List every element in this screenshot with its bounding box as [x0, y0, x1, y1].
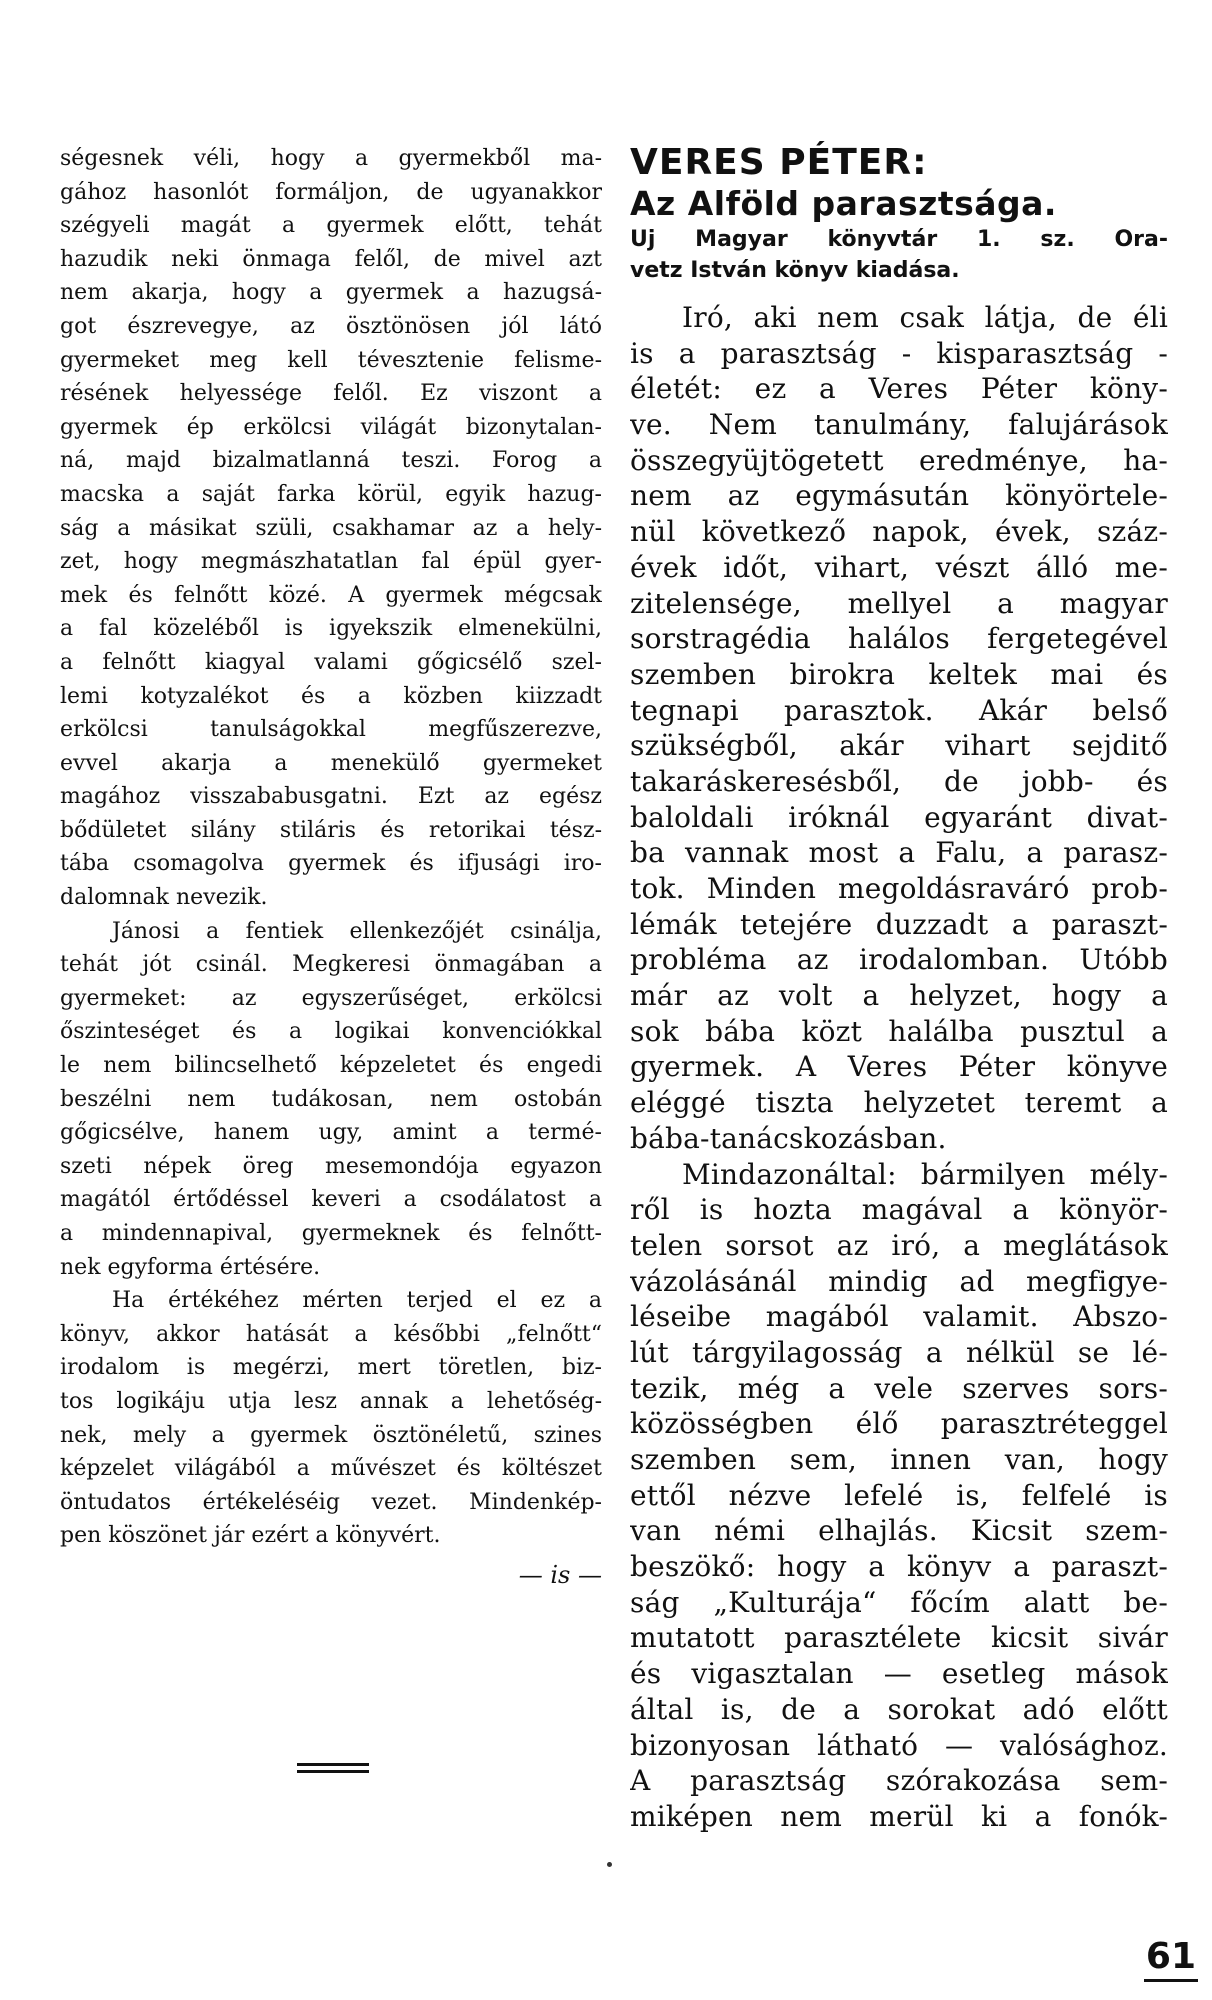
left-column	[60, 142, 602, 1593]
text-line: őszinteséget és a logikai konvenciókkal	[60, 1019, 602, 1045]
text-line: bába-tanácskozásban.	[630, 1121, 947, 1155]
text-line: gához hasonlót formáljon, de ugyanakkor	[60, 179, 602, 205]
text-line: ná, majd bizalmatlanná teszi. Forog a	[60, 448, 602, 474]
text-line: beszökő: hogy a könyv a paraszt-	[630, 1550, 1168, 1584]
text-line: ettől nézve lefelé is, felfelé is	[630, 1478, 1168, 1512]
text-line: összegyüjtögetett eredménye, ha-	[630, 443, 1168, 477]
text-line: évek időt, vihart, vészt álló me-	[630, 550, 1168, 584]
text-line: a fal közeléből is igyekszik elmenekülni,	[60, 616, 602, 642]
text-line: léseibe magából valamit. Abszo-	[630, 1300, 1168, 1334]
text-line: tegnapi parasztok. Akár belső	[630, 693, 1168, 727]
text-line: gyermeket meg kell tévesztenie felisme-	[60, 347, 602, 373]
margin-dot	[607, 1862, 612, 1867]
text-line: irodalom is megérzi, mert töretlen, biz-	[60, 1355, 602, 1381]
text-line: sok bába közt halálba pusztul a	[630, 1014, 1168, 1048]
text-line: A parasztság szórakozása sem-	[630, 1764, 1168, 1798]
text-line: zet, hogy megmászhatatlan fal épül gyer-	[60, 549, 602, 575]
text-line: ségesnek véli, hogy a gyermekből ma-	[60, 146, 602, 171]
text-line: nül következő napok, évek, száz-	[630, 515, 1168, 549]
text-line: hazudik neki önmaga felől, de mivel azt	[60, 246, 602, 272]
text-line: tezik, még a vele szerves sors-	[630, 1371, 1168, 1405]
text-line: nek egyforma értésére.	[60, 1254, 321, 1280]
text-line: képzelet világából a művészet és költészet	[60, 1456, 602, 1482]
text-line: öntudatos értékeléséig vezet. Mindenkép-	[60, 1489, 602, 1515]
text-line: telen sorsot az iró, a meglátások	[630, 1228, 1168, 1262]
text-line: pen köszönet jár ezért a könyvért.	[60, 1523, 441, 1549]
text-line: miképen nem merül ki a fonók-	[630, 1799, 1168, 1833]
text-line: ve. Nem tanulmány, falujárások	[630, 408, 1168, 442]
text-line: sorstragédia halálos fergetegével	[630, 622, 1168, 656]
text-line: gyermek. A Veres Péter könyve	[630, 1050, 1168, 1084]
text-line: got észrevegye, az ösztönösen jól látó	[60, 313, 602, 339]
author-signature: — is —	[518, 1560, 602, 1589]
review-author: VERES PÉTER:	[630, 142, 928, 183]
text-line: magától értődéssel keveri a csodálatost a	[60, 1187, 602, 1213]
text-line: már az volt a helyzet, hogy a	[630, 979, 1168, 1013]
text-line: le nem bilincselhető képzeletet és engedi	[60, 1053, 602, 1079]
text-line: bődületet silány stiláris és retorikai tész-	[60, 817, 602, 843]
review-publisher-line: Uj Magyar könyvtár 1. sz. Ora-	[630, 227, 1168, 252]
text-line: probléma az irodalomban. Utóbb	[630, 943, 1168, 977]
text-line: és vigasztalan — esetleg mások	[630, 1657, 1168, 1691]
text-line: mutatott parasztélete kicsit sivár	[630, 1621, 1168, 1655]
text-line: Ha értékéhez mérten terjed el ez a	[112, 1288, 602, 1314]
review-publisher-line: vetz István könyv kiadása.	[630, 258, 960, 283]
text-line: is a parasztság - kisparasztság -	[630, 336, 1168, 370]
review-book-title: Az Alföld parasztsága.	[630, 184, 1057, 223]
text-line: nem az egymásután könyörtele-	[630, 479, 1168, 513]
text-line: bizonyosan látható — valósághoz.	[630, 1728, 1168, 1762]
text-line: tok. Minden megoldásraváró prob-	[630, 872, 1168, 905]
text-line: szemben birokra keltek mai és	[630, 657, 1168, 691]
text-line: szeti népek öreg mesemondója egyazon	[60, 1153, 602, 1179]
text-line: szükségből, akár vihart sejditő	[630, 729, 1168, 763]
text-line: beszélni nem tudákosan, nem ostobán	[60, 1086, 602, 1112]
text-line: Iró, aki nem csak látja, de éli	[682, 301, 1168, 334]
text-line: vázolásánál mindig ad megfigye-	[630, 1264, 1168, 1298]
text-line: lemi kotyzalékot és a közben kiizzadt	[60, 683, 602, 709]
text-line: ről is hozta magával a könyör-	[630, 1193, 1168, 1227]
text-line: zitelensége, mellyel a magyar	[630, 586, 1168, 620]
text-line: ba vannak most a Falu, a parasz-	[630, 836, 1168, 870]
text-line: evvel akarja a menekülő gyermeket	[60, 750, 602, 776]
text-line: baloldali iróknál egyaránt divat-	[630, 800, 1168, 834]
text-line: által is, de a sorokat adó előtt	[630, 1692, 1168, 1726]
text-line: könyv, akkor hatását a későbbi „felnőtt“	[60, 1321, 602, 1347]
text-line: Mindazonáltal: bármilyen mély-	[682, 1157, 1168, 1191]
text-line: lút tárgyilagosság a nélkül se lé-	[630, 1335, 1168, 1369]
text-line: nek, mely a gyermek ösztönéletű, szines	[60, 1422, 602, 1448]
text-line: van némi elhajlás. Kicsit szem-	[630, 1514, 1168, 1548]
text-line: nem akarja, hogy a gyermek a hazugsá-	[60, 280, 602, 306]
text-line: takaráskeresésből, de jobb- és	[630, 764, 1168, 798]
text-line: Jánosi a fentiek ellenkezőjét csinálja,	[112, 918, 602, 944]
text-line: gyermeket: az egyszerűséget, erkölcsi	[60, 985, 602, 1011]
text-line: életét: ez a Veres Péter köny-	[630, 372, 1168, 406]
text-line: mek és felnőtt közé. A gyermek mégcsak	[60, 582, 602, 608]
right-column	[630, 142, 1168, 1835]
text-line: a felnőtt kiagyal valami gőgicsélő szel-	[60, 649, 602, 675]
text-line: tehát jót csinál. Megkeresi önmagában a	[60, 952, 602, 978]
text-line: a mindennapival, gyermeknek és felnőtt-	[60, 1221, 602, 1246]
text-line: szemben sem, innen van, hogy	[630, 1443, 1168, 1476]
text-line: közösségben élő parasztréteggel	[630, 1407, 1168, 1441]
double-rule-divider	[297, 1763, 369, 1777]
text-line: macska a saját farka körül, egyik hazug-	[60, 481, 602, 507]
text-line: résének helyessége felől. Ez viszont a	[60, 381, 602, 407]
text-line: magához visszababusgatni. Ezt az egész	[60, 784, 602, 810]
text-line: lémák tetejére duzzadt a paraszt-	[630, 907, 1168, 941]
text-line: eléggé tiszta helyzetet teremt a	[630, 1086, 1168, 1120]
text-line: dalomnak nevezik.	[60, 885, 268, 911]
text-line: szégyeli magát a gyermek előtt, tehát	[60, 213, 602, 239]
text-line: ság a másikat szüli, csakhamar az a hely-	[60, 515, 602, 541]
text-line: tába csomagolva gyermek és ifjusági iro-	[60, 851, 602, 877]
text-line: erkölcsi tanulságokkal megfűszerezve,	[60, 717, 602, 743]
page-number: 61	[1144, 1935, 1198, 1982]
text-line: ság „Kulturája“ főcím alatt be-	[630, 1585, 1168, 1619]
text-line: gőgicsélve, hanem ugy, amint a termé-	[60, 1120, 602, 1146]
text-line: tos logikáju utja lesz annak a lehetőség-	[60, 1388, 602, 1414]
review-heading	[630, 142, 1168, 286]
text-line: gyermek ép erkölcsi világát bizonytalan-	[60, 414, 602, 440]
